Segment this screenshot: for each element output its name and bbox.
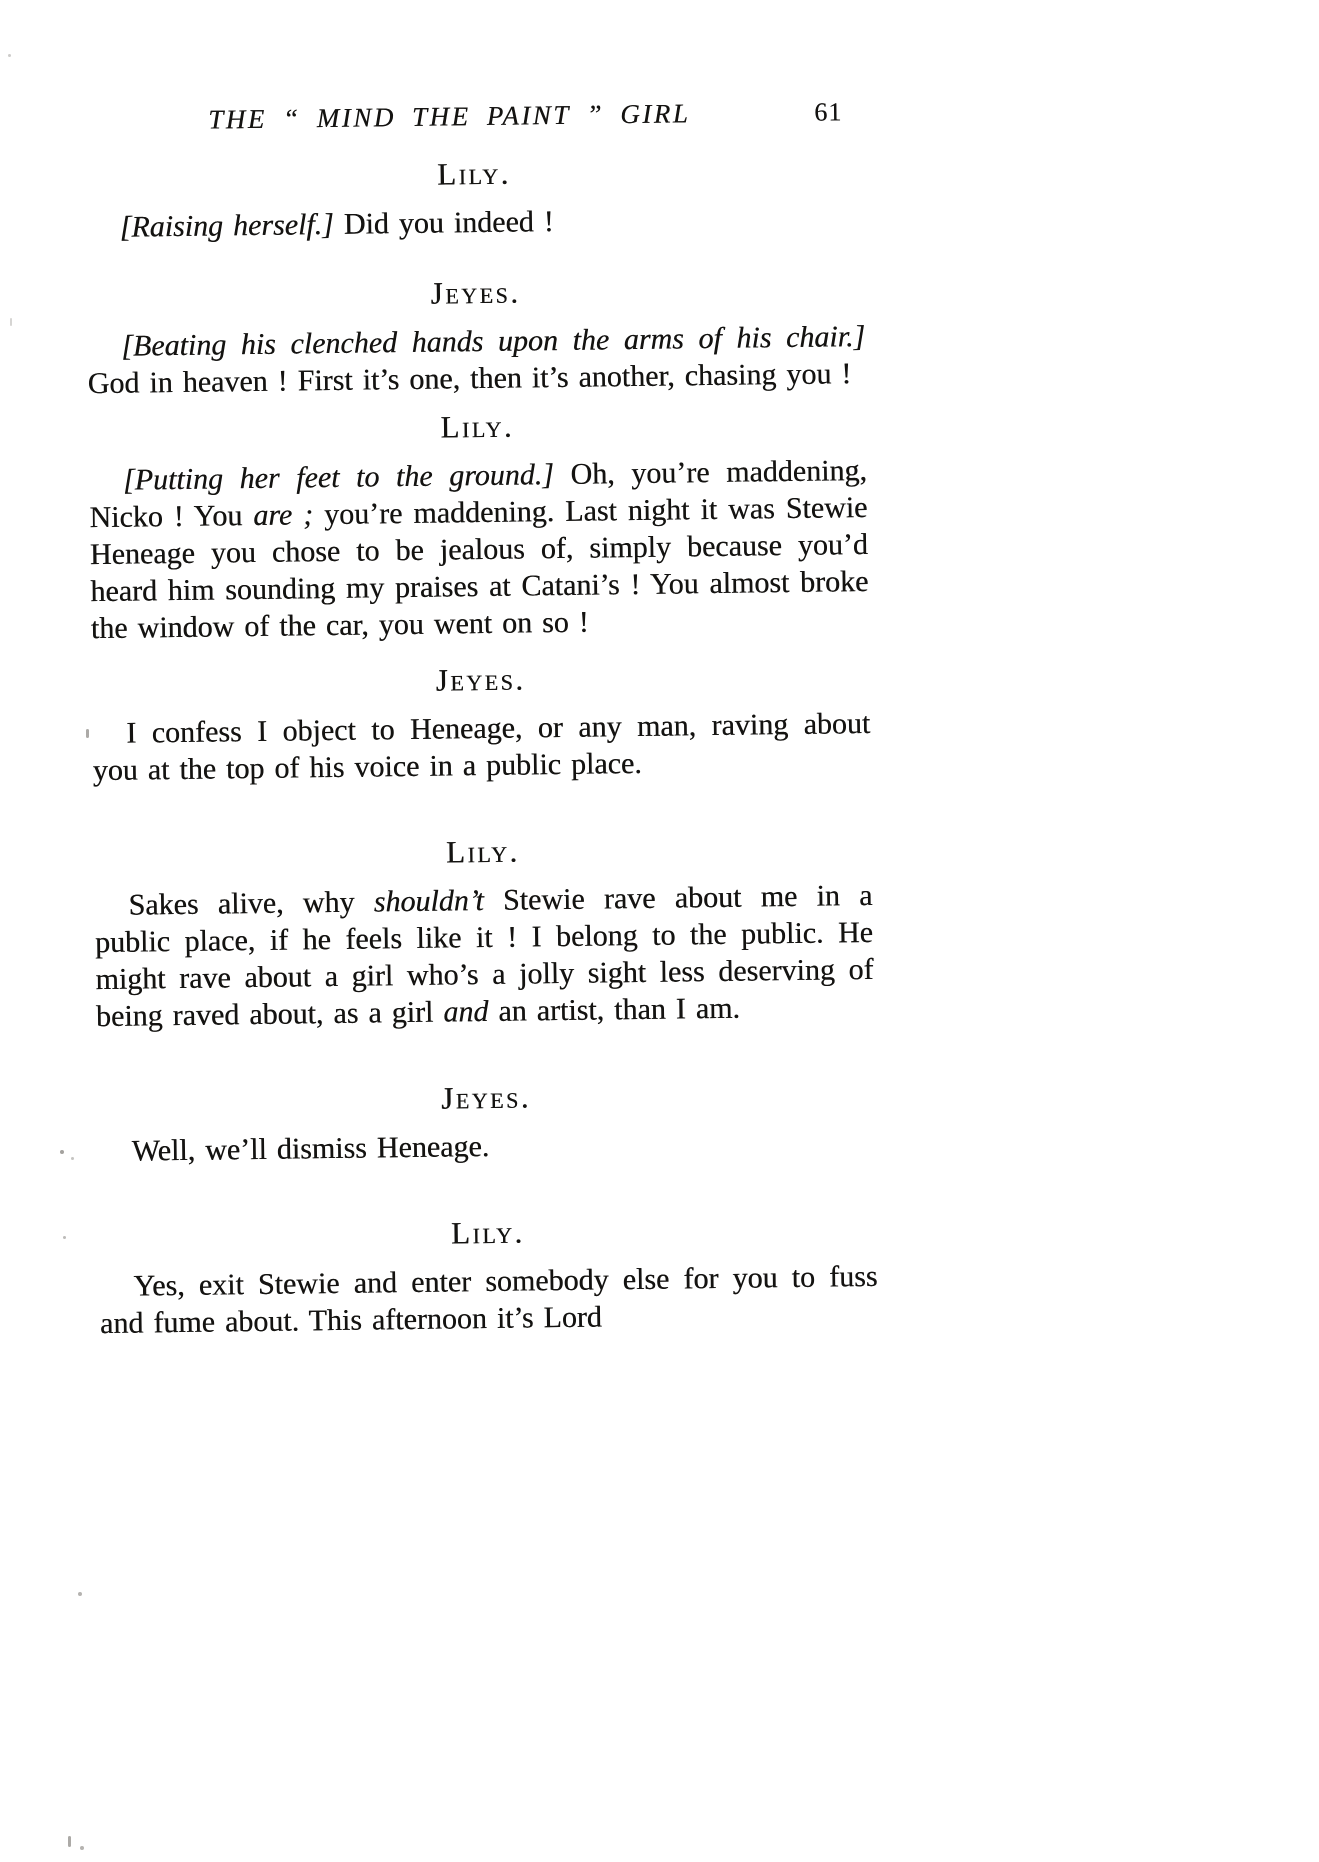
speech-paragraph — [94, 877, 874, 1035]
scan-artifact — [86, 729, 89, 738]
speech-text: you’re maddening. Last night it was Stewie Heneage you chose to be jealous of, simply because you’d heard him sounding my praises at Catani’s ! You almost broke the window of the car, you went on so ! — [89, 490, 869, 646]
speech-paragraph — [85, 199, 863, 246]
scan-artifact — [78, 1592, 82, 1596]
scan-artifact — [8, 54, 11, 57]
speech-text: Well, we’ll dismiss Heneage. — [131, 1129, 490, 1168]
speech-paragraph — [98, 1123, 876, 1170]
scan-artifact — [80, 1846, 84, 1850]
speaker-name: Lily. — [436, 155, 512, 192]
speaker-name: Lily. — [445, 833, 520, 870]
speech-text: I confess I object to Heneage, or any man, raving about you at the top of his voice in a public place. — [92, 706, 871, 788]
dialogue-block — [94, 829, 874, 1035]
dialogue-block — [88, 404, 869, 647]
printed-column — [84, 96, 878, 1342]
stage-direction: [Putting her feet to the ground.] — [122, 458, 555, 497]
speech-text: an artist, than I am. — [488, 991, 741, 1028]
speaker-name: Jeyes. — [440, 1079, 532, 1116]
dialogue-block — [99, 1210, 879, 1342]
stage-direction: [Raising herself.] — [119, 207, 335, 244]
speech-paragraph — [87, 318, 866, 402]
emphasized-word: are ; — [253, 498, 314, 533]
dialogue-block — [97, 1075, 876, 1170]
running-title: THE “ MIND THE PAINT ” GIRL — [208, 98, 691, 135]
page-number: 61 — [814, 97, 843, 127]
speech-paragraph — [89, 452, 869, 647]
speech-text: Did you indeed ! — [333, 205, 554, 241]
scan-artifact — [63, 1236, 66, 1239]
dialogue-block — [91, 657, 871, 789]
speaker-name: Lily. — [450, 1214, 525, 1251]
scan-artifact — [10, 318, 12, 326]
dialogue-block — [86, 270, 866, 402]
scan-artifact — [71, 1157, 74, 1160]
speech-paragraph — [92, 705, 871, 789]
scan-artifact — [68, 1836, 71, 1847]
speech-text: Sakes alive, why — [128, 885, 374, 922]
speech-paragraph — [99, 1258, 878, 1342]
running-header — [84, 96, 862, 137]
emphasized-word: and — [443, 994, 489, 1029]
stage-direction: [Beating his clenched hands upon the arms of his chair.] — [120, 319, 866, 363]
emphasized-word: shouldn’t — [373, 884, 484, 919]
speech-text: Oh, you’re maddening, Nicko ! You — [89, 453, 868, 535]
speech-text: Yes, exit Stewie and enter somebody else for you to fuss and fume about. This afternoon it’s Lord — [99, 1259, 878, 1341]
speaker-name: Lily. — [440, 408, 515, 445]
speaker-name: Jeyes. — [435, 661, 526, 698]
dialogue-block — [85, 151, 864, 246]
speech-text: God in heaven ! First it’s one, then it’s another, chasing you ! — [87, 357, 852, 401]
speech-text: Stewie rave about me in a public place, if he feels like it ! I belong to the public. He might rave about a girl who’s a jolly sight less deserving of being raved about, as a girl — [94, 878, 874, 1034]
scan-artifact — [60, 1150, 64, 1154]
speaker-name: Jeyes. — [430, 274, 521, 311]
